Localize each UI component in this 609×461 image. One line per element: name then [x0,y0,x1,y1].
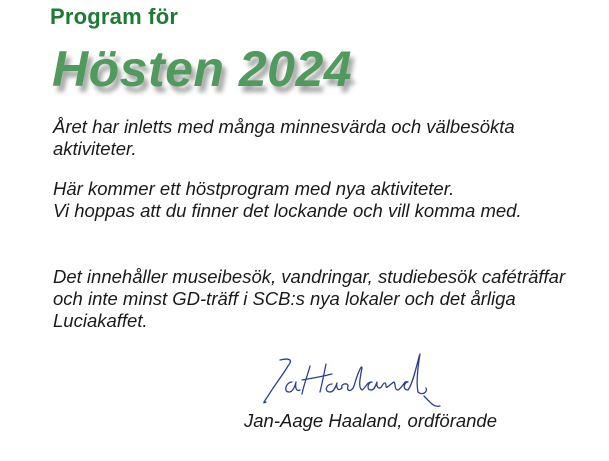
handwritten-signature [258,352,458,414]
program-line-1: Här kommer ett höstprogram med nya aktiviteter. [53,178,455,199]
page-title: Hösten 2024 [52,41,353,97]
signer-name: Jan-Aage Haaland, ordförande [244,410,498,431]
contents-paragraph: Det innehåller museibesök, vandringar, studiebesök caféträffar och inte minst GD-träff i SCB:s nya lokaler och det årliga Luciakaffet. [53,266,566,331]
program-paragraph [53,178,593,222]
program-line-2: Vi hoppas att du finner det lockande och vill komma med. [53,200,522,221]
kicker-title: Program för [50,4,179,29]
intro-paragraph: Året har inletts med många minnesvärda och välbesökta aktiviteter. [53,116,515,159]
